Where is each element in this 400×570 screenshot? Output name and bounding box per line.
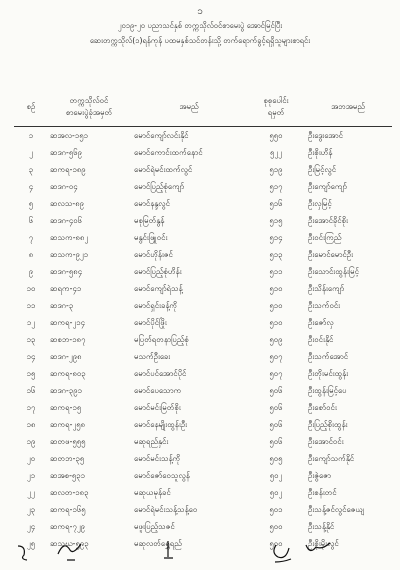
cell-exam-id: ဆအလ-၁၅၁ [50, 130, 88, 140]
table-row [14, 297, 392, 314]
cell-no: ၁၇ [26, 402, 36, 412]
cell-exam-id: ဆတဘ-၃၅ [50, 453, 85, 463]
column-header-name: အမည် [130, 88, 248, 127]
table-row [14, 518, 392, 535]
cell-father-name: ဦးဝင်းကြည် [308, 232, 342, 242]
cell-name: မောင်မင်းမြတ်စိုး [134, 402, 181, 412]
cell-exam-id: ဆတဖ-၅၅၅ [50, 436, 86, 446]
table-row [14, 382, 392, 399]
column-header-score-line-2: ရမှတ် [267, 108, 285, 117]
cell-no: ၂၅ [26, 538, 36, 548]
cell-father-name: ဦးဝင်းနိုင် [308, 334, 334, 344]
cell-father-name: ဦးသန့်နိုင် [308, 521, 335, 531]
cell-father-name: ဦးတိုးမင်းထွန်း [308, 368, 349, 378]
table-row [14, 144, 392, 161]
cell-score: ၅၀၆ [269, 385, 283, 395]
table-row [14, 365, 392, 382]
cell-exam-id: ဆကရ-၁၈၉ [50, 164, 86, 174]
cell-no: ၉ [28, 266, 34, 276]
cell-father-name: ဦးမောင်မောင်ဦး [308, 249, 354, 259]
results-table [14, 88, 392, 552]
cell-exam-id: ဆစဘ-၁၈၇ [50, 334, 86, 344]
cell-score: ၅၁၀ [269, 300, 283, 310]
table-row [14, 416, 392, 433]
cell-exam-id: ဆကရ-၂၁၄ [50, 317, 86, 327]
cell-father-name: ဦးစန်းတင် [308, 487, 337, 497]
cell-exam-id: ဆအစ-၅၃၁ [50, 470, 86, 480]
cell-exam-id: ဆဒဂ-၅၈၄ [50, 266, 83, 276]
cell-no: ၁၁ [26, 300, 36, 310]
cell-no: ၇ [28, 232, 34, 242]
cell-name: မောင်ပြည့်စုံကျော် [134, 181, 185, 191]
cell-name: မောင်ရဲမင်းထက်လွင် [134, 164, 193, 174]
cell-father-name: ဦးဒွေးအောင် [308, 130, 343, 140]
cell-score: ၅၀၆ [269, 436, 283, 446]
cell-name: မဆုယမုန်ခင် [134, 487, 171, 497]
cell-score: ၅၁၄ [269, 232, 283, 242]
table-row [14, 484, 392, 501]
cell-name: မောင်ပေသောက [134, 385, 182, 395]
cell-exam-id: ဆကရ-၁၅ [50, 402, 82, 412]
cell-father-name: ဦးဇော်လှ [308, 317, 334, 327]
cell-no: ၅ [28, 198, 34, 208]
cell-exam-id: ဆဒဂ-၃ [50, 300, 74, 310]
column-header-father-name: အဘအမည် [304, 88, 392, 127]
cell-no: ၁၈ [26, 419, 36, 429]
cell-name: မောင်နန္ဒလွင် [134, 198, 170, 208]
cell-name: မသက်ဦးခေး [134, 351, 171, 361]
column-header-no: စဉ် [14, 88, 48, 127]
cell-father-name: ဦးသိန်းကျော် [308, 283, 345, 293]
cell-father-name: ဦးဇွဲဇော [308, 470, 332, 480]
cell-father-name: ဦးမြင့်လွင် [308, 164, 337, 174]
table-row [14, 178, 392, 195]
cell-exam-id: ဆဒဂ-၀၄ [50, 181, 78, 191]
cell-no: ၁၄ [26, 351, 36, 361]
cell-no: ၆ [28, 215, 34, 225]
cell-exam-id: ဆသဃ-၅၉၃ [50, 538, 89, 548]
cell-father-name: ဦးစိုးဟိန် [308, 147, 333, 157]
cell-father-name: ဦးသက်ဝင်း [308, 300, 341, 310]
cell-exam-id: ဆသက-၈၈၂ [50, 232, 89, 242]
table-body [14, 127, 392, 553]
cell-name: မောင်ပိုင်ဖြိုး [134, 317, 167, 327]
cell-father-name: ဦးအောင်ခိုင်စိုး [308, 215, 348, 225]
table-row [14, 229, 392, 246]
column-header-exam-id-line-2: စာမေးပွဲခုံအမှတ် [65, 108, 113, 117]
cell-score: ၅၀၉ [269, 334, 283, 344]
cell-no: ၃ [28, 164, 34, 174]
cell-score: ၅၁၇ [269, 181, 283, 191]
cell-no: ၂၄ [26, 521, 36, 531]
cell-score: ၅၀၂ [269, 470, 283, 480]
signature-mark-2-icon [58, 544, 81, 560]
cell-father-name: ဦးသန့်ဇင်လွင်ဇေယျ [308, 504, 365, 514]
cell-father-name: ဦးထွန်းမြင့်ပေ [308, 385, 347, 395]
table-row [14, 331, 392, 348]
cell-exam-id: ဆကရ-၂၅၈ [50, 419, 86, 429]
column-header-score [248, 88, 304, 127]
heading-line-2: ဆေးတက္ကသိုလ်(၁)ရန်ကုန် ပထမနှစ်သင်တန်းသို့ တက်ရောက်ခွင့်ရရှိသူများစာရင်း [89, 36, 311, 45]
column-header-exam-id-line-1: တက္ကသိုလ်ဝင် [69, 96, 109, 105]
cell-no: ၁၆ [26, 385, 36, 395]
cell-no: ၂၀ [26, 453, 36, 463]
table-row [14, 263, 392, 280]
cell-score: ၅၀၅ [269, 453, 283, 463]
cell-exam-id: ဆကရ-၇၂၉ [50, 521, 86, 531]
cell-no: ၂၃ [26, 504, 36, 514]
cell-score: ၅၅၀ [269, 130, 283, 140]
cell-score: ၅၁၀ [269, 283, 283, 293]
column-header-score-line-1: စုစုပေါင်း [263, 96, 289, 105]
cell-name: မောင်ကျော်ရဲသန့် [134, 283, 183, 293]
cell-name: မပြတ်ရတနာပြည့်စုံ [134, 334, 189, 344]
cell-no: ၁ [28, 130, 34, 140]
cell-no: ၈ [28, 249, 34, 259]
cell-father-name: ဦးသောင်းထွန်းမြင့် [308, 266, 359, 276]
cell-name: မောင်ရဲမင်းသန့်သန့်ဝေ [134, 504, 198, 514]
cell-father-name: ဦးစော်ဝင်း [308, 402, 337, 412]
cell-father-name: ဦးအောင်ဝင်း [308, 436, 344, 446]
table-row [14, 314, 392, 331]
cell-name: မောင်နေမျိုးထွန်းဦး [134, 419, 188, 429]
cell-name: မဆုရည်နှင်း [134, 436, 169, 446]
table-row [14, 161, 392, 178]
cell-name: မောင်ကောင်းထက်နောင် [134, 147, 203, 157]
signature-marks [14, 536, 392, 564]
cell-score: ၅၂၂ [269, 147, 283, 157]
cell-no: ၂ [29, 147, 33, 157]
cell-father-name: ဦးကျော်သက်နိုင် [308, 453, 355, 463]
cell-score: ၅၀၀ [269, 538, 283, 548]
table-header [14, 88, 392, 127]
table-row [14, 433, 392, 450]
signature-mark-1-icon [18, 546, 27, 560]
cell-name: မဖူးပြည့်သဇင် [134, 521, 175, 531]
cell-name: မဆုလတ်ရွှေရည် [134, 538, 182, 548]
cell-exam-id: ဆသက-၉၂၁ [50, 249, 89, 259]
signature-mark-5-icon [306, 543, 330, 551]
cell-father-name: ဦးလှမြင့် [308, 198, 332, 208]
cell-exam-id: ဆလတ-၁၈၃ [50, 487, 89, 497]
table-row [14, 246, 392, 263]
cell-name: မောင်မင်းသန့်ကို [134, 453, 181, 463]
cell-name: မနွင်းဖြူဝင်း [134, 232, 168, 242]
cell-score: ၅၁၀ [269, 317, 283, 327]
cell-name: မောင်ရှင်းခန့်ကို [134, 300, 178, 310]
cell-score: ၅၀၀ [269, 521, 283, 531]
cell-score: ၅၀၆ [269, 419, 283, 429]
cell-father-name: ဦးပြည့်စိုးထွန်း [308, 419, 348, 429]
table-row [14, 450, 392, 467]
cell-exam-id: ဆဒဂ-၂၉၈ [50, 351, 82, 361]
cell-father-name: ဦးသက်အောင် [308, 351, 349, 361]
cell-exam-id: ဆဒဂ-၃၉၁ [50, 385, 83, 395]
cell-no: ၁၀ [26, 283, 36, 293]
cell-name: မစုမြတ်နွန် [134, 215, 165, 225]
cell-exam-id: ဆကရ-၁၆၅ [50, 504, 86, 514]
table-row [14, 280, 392, 297]
cell-score: ၅၁၅ [269, 215, 283, 225]
table-row [14, 501, 392, 518]
cell-exam-id: ဆဒဂ-၄၀၆ [50, 215, 83, 225]
cell-name: မောင်ကျော်လင်းနိုင် [134, 130, 189, 140]
cell-score: ၅၀၇ [269, 351, 283, 361]
cell-exam-id: ဆလသ-၈၉ [50, 198, 85, 208]
column-header-exam-id [48, 88, 130, 127]
table-row [14, 399, 392, 416]
signature-mark-4-icon [274, 545, 291, 562]
cell-score: ၅၀၆ [269, 402, 283, 412]
signature-mark-3-icon [164, 541, 173, 558]
cell-score: ၅၀၇ [269, 368, 283, 378]
results-table-container [14, 88, 392, 552]
cell-no: ၁၃ [26, 334, 36, 344]
table-row [14, 127, 392, 145]
cell-no: ၁၉ [26, 436, 36, 446]
document-heading [18, 18, 382, 48]
cell-father-name: ဦးကျော်ကျော် [308, 181, 347, 191]
cell-no: ၁၂ [26, 317, 36, 327]
cell-score: ၅၁၁ [269, 266, 283, 276]
cell-score: ၅၁၃ [269, 249, 283, 259]
cell-name: မောင်ပင်အောင်ပိုင် [134, 368, 187, 378]
cell-name: မောင်ဟိုန်းဇင် [134, 249, 173, 259]
page-number: ၁ [197, 6, 203, 17]
cell-exam-id: ဆရက-၄၁ [50, 283, 82, 293]
table-row [14, 467, 392, 484]
cell-score: ၅၁၉ [269, 164, 283, 174]
cell-score: ၅၁၆ [269, 198, 283, 208]
cell-exam-id: ဆကရ-၈၀၃ [50, 368, 86, 378]
cell-father-name: ဦးစိုးမိုးလွင် [308, 538, 339, 548]
cell-name: မောင်ဇော်ဝေသူလွန် [134, 470, 190, 480]
cell-name: မောင်ပြည့်စုံဟိန်း [134, 266, 182, 276]
cell-no: ၂၂ [27, 487, 35, 497]
cell-no: ၁၅ [26, 368, 36, 378]
table-row [14, 195, 392, 212]
cell-no: ၂၁ [26, 470, 36, 480]
cell-score: ၅၀၁ [269, 504, 283, 514]
cell-score: ၅၀၂ [269, 487, 283, 497]
cell-no: ၄ [28, 181, 34, 191]
table-header-row [14, 88, 392, 127]
table-row [14, 348, 392, 365]
cell-exam-id: ဆဒဂ-၅၆၉ [50, 147, 83, 157]
heading-line-1: ၂၀၁၉-၂၀ ပညာသင်နှစ် တက္ကသိုလ်ဝင်စာမေးပွဲ အောင်မြင်ပြီး [117, 21, 283, 30]
table-row [14, 212, 392, 229]
